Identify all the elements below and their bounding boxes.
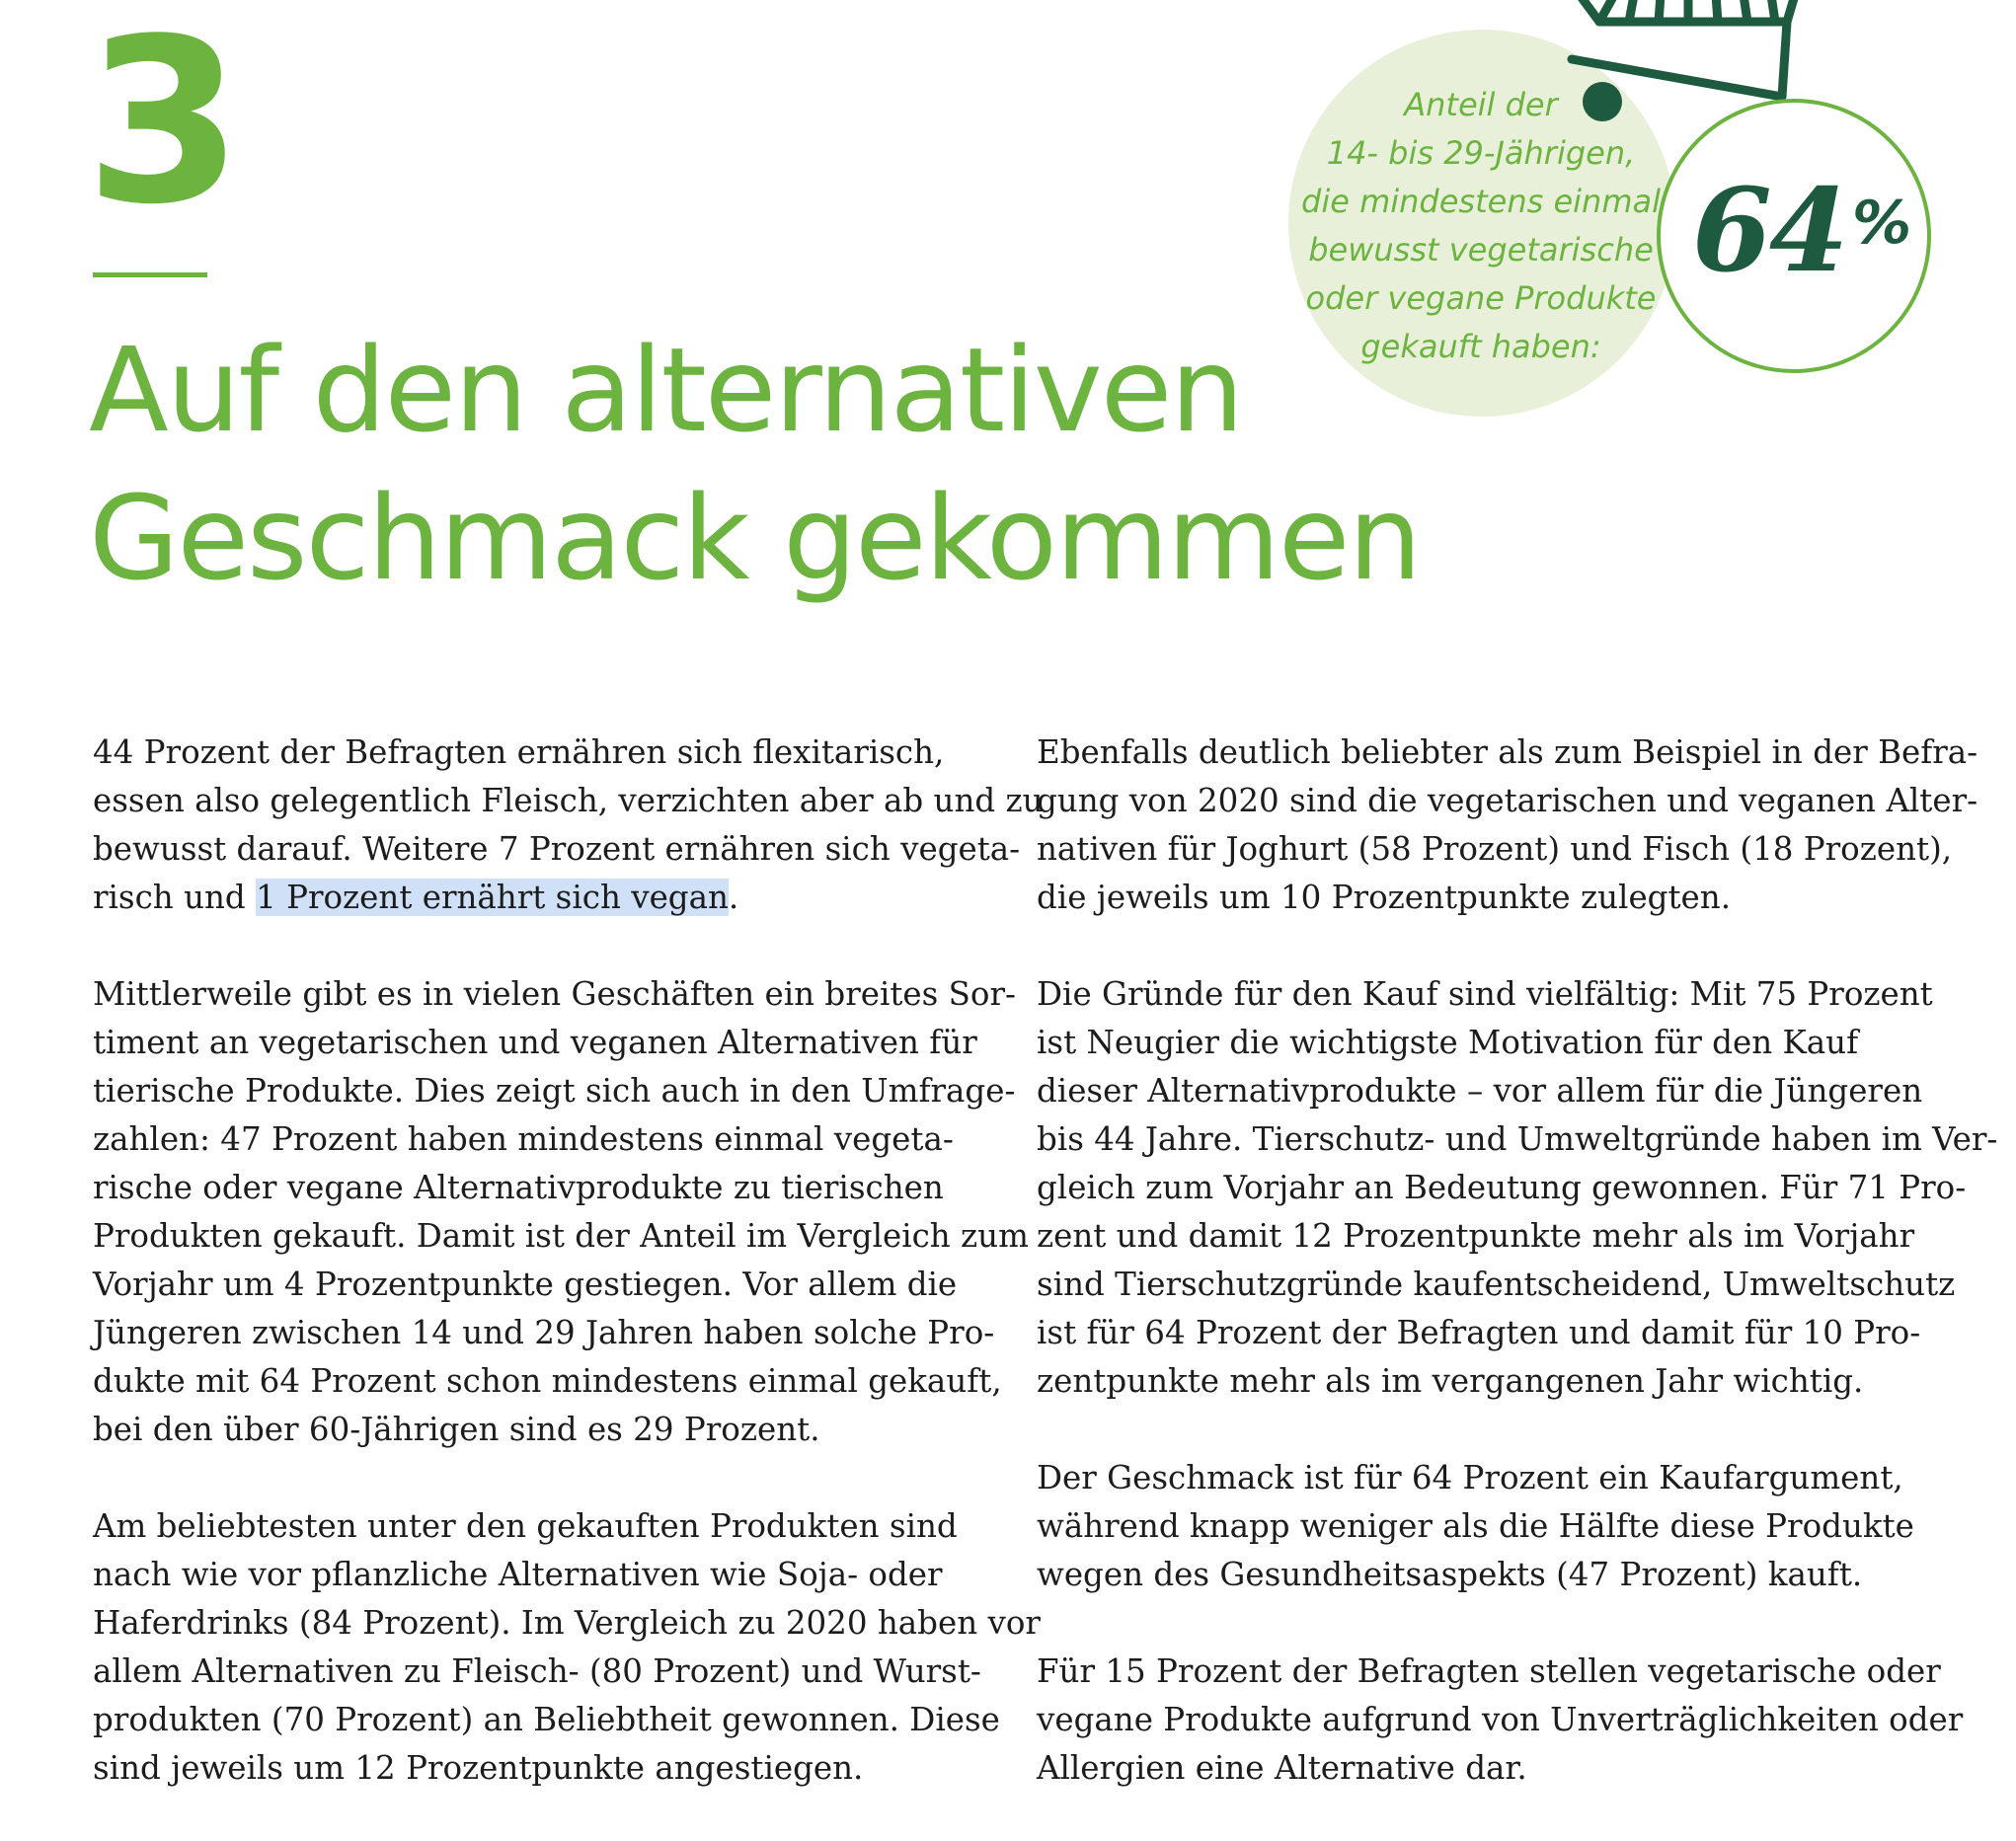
chapter-number: 3 bbox=[85, 0, 238, 255]
percent-value: 64 bbox=[1692, 164, 1846, 298]
text-line[interactable]: tierische Produkte. Dies zeigt sich auch in den Umfrage- bbox=[93, 1072, 1016, 1110]
text-line[interactable]: ist Neugier die wichtigste Motivation für den Kauf bbox=[1037, 1024, 1859, 1061]
text-line[interactable]: ist für 64 Prozent der Befragten und damit für 10 Pro- bbox=[1037, 1314, 1921, 1351]
paragraph bbox=[1037, 729, 1978, 922]
paragraph bbox=[1037, 970, 1998, 1406]
text-line[interactable]: Haferdrinks (84 Prozent). Im Vergleich zu 2020 haben vor bbox=[93, 1604, 1041, 1642]
text-line[interactable]: zent und damit 12 Prozentpunkte mehr als im Vorjahr bbox=[1037, 1217, 1915, 1255]
text-line[interactable]: allem Alternativen zu Fleisch- (80 Prozent) und Wurst- bbox=[93, 1652, 981, 1690]
text-line[interactable]: bis 44 Jahre. Tierschutz- und Umweltgründe haben im Ver- bbox=[1037, 1120, 1998, 1158]
paragraph bbox=[93, 1502, 1041, 1793]
text-line[interactable]: gleich zum Vorjahr an Bedeutung gewonnen. Für 71 Pro- bbox=[1037, 1169, 1967, 1206]
chapter-divider bbox=[93, 272, 207, 277]
text-line[interactable]: zentpunkte mehr als im vergangenen Jahr wichtig. bbox=[1037, 1362, 1864, 1400]
text-line[interactable]: nach wie vor pflanzliche Alternativen wie Soja- oder bbox=[93, 1556, 943, 1593]
paragraph bbox=[93, 970, 1029, 1454]
text-line[interactable]: timent an vegetarischen und veganen Alternativen für bbox=[93, 1024, 977, 1061]
text-column-right bbox=[1037, 729, 1998, 1841]
title-line-2: Geschmack gekommen bbox=[89, 470, 1421, 606]
text-line[interactable]: nativen für Joghurt (58 Prozent) und Fisch (18 Prozent), bbox=[1037, 830, 1953, 868]
text-line[interactable]: gung von 2020 sind die vegetarischen und veganen Alter- bbox=[1037, 782, 1978, 819]
text-fragment[interactable]: . bbox=[728, 879, 739, 916]
text-line[interactable]: bei den über 60-Jährigen sind es 29 Prozent. bbox=[93, 1411, 820, 1448]
text-line[interactable]: während knapp weniger als die Hälfte diese Produkte bbox=[1037, 1507, 1914, 1545]
text-line[interactable]: essen also gelegentlich Fleisch, verzichten aber ab und zu bbox=[93, 782, 1044, 819]
text-line[interactable] bbox=[93, 874, 1001, 922]
text-line[interactable]: die jeweils um 10 Prozentpunkte zulegten. bbox=[1037, 879, 1732, 916]
text-line[interactable]: Mittlerweile gibt es in vielen Geschäften ein breites Sor- bbox=[93, 975, 1017, 1013]
text-line[interactable]: Die Gründe für den Kauf sind vielfältig: Mit 75 Prozent bbox=[1037, 975, 1933, 1013]
text-fragment[interactable]: risch und bbox=[93, 879, 257, 916]
text-line[interactable]: Der Geschmack ist für 64 Prozent ein Kaufargument, bbox=[1037, 1459, 1903, 1496]
text-line[interactable]: zahlen: 47 Prozent haben mindestens einmal vegeta- bbox=[93, 1120, 954, 1158]
paragraph bbox=[1037, 1648, 1964, 1793]
caption-line: gekauft haben: bbox=[1360, 328, 1601, 365]
text-line[interactable]: Am beliebtesten unter den gekauften Produkten sind bbox=[93, 1507, 958, 1545]
percent-unit: % bbox=[1852, 189, 1912, 258]
text-line[interactable]: produkten (70 Prozent) an Beliebtheit gewonnen. Diese bbox=[93, 1701, 1000, 1738]
caption-line: Anteil der bbox=[1404, 86, 1558, 123]
text-line[interactable]: sind jeweils um 12 Prozentpunkte angestiegen. bbox=[93, 1749, 864, 1787]
caption-line: die mindestens einmal bbox=[1301, 183, 1661, 220]
text-line[interactable]: Jüngeren zwischen 14 und 29 Jahren haben solche Pro- bbox=[93, 1314, 995, 1351]
text-line[interactable]: Vorjahr um 4 Prozentpunkte gestiegen. Vor allem die bbox=[93, 1266, 958, 1303]
text-line[interactable]: dieser Alternativprodukte – vor allem für die Jüngeren bbox=[1037, 1072, 1923, 1110]
caption-line: oder vegane Produkte bbox=[1305, 279, 1657, 317]
text-line[interactable]: wegen des Gesundheitsaspekts (47 Prozent) kauft. bbox=[1037, 1556, 1863, 1593]
text-line[interactable]: Allergien eine Alternative dar. bbox=[1037, 1749, 1527, 1787]
title-line-1: Auf den alternativen bbox=[89, 322, 1243, 458]
page-title bbox=[89, 316, 1420, 612]
text-line[interactable]: sind Tierschutzgründe kaufentscheidend, Umweltschutz bbox=[1037, 1266, 1956, 1303]
infographic-caption bbox=[1298, 81, 1664, 371]
paragraph bbox=[93, 729, 1044, 922]
text-line[interactable]: Ebenfalls deutlich beliebter als zum Beispiel in der Befra- bbox=[1037, 733, 1978, 771]
selected-text-highlight[interactable]: 1 Prozent ernährt sich vegan bbox=[256, 879, 729, 916]
text-column-left bbox=[93, 729, 1044, 1841]
text-line[interactable]: Für 15 Prozent der Befragten stellen vegetarische oder bbox=[1037, 1652, 1941, 1690]
text-line[interactable]: vegane Produkte aufgrund von Unverträglichkeiten oder bbox=[1037, 1701, 1964, 1738]
text-line[interactable]: 44 Prozent der Befragten ernähren sich flexitarisch, bbox=[93, 733, 945, 771]
paragraph bbox=[1037, 1454, 1945, 1599]
text-line[interactable]: dukte mit 64 Prozent schon mindestens einmal gekauft, bbox=[93, 1362, 1002, 1400]
caption-line: 14- bis 29-Jährigen, bbox=[1326, 134, 1636, 172]
text-line[interactable]: Produkten gekauft. Damit ist der Anteil im Vergleich zum bbox=[93, 1217, 1029, 1255]
text-line[interactable]: rische oder vegane Alternativprodukte zu tierischen bbox=[93, 1169, 944, 1206]
text-line[interactable]: bewusst darauf. Weitere 7 Prozent ernähren sich vegeta- bbox=[93, 830, 1021, 868]
caption-line: bewusst vegetarische bbox=[1308, 231, 1654, 268]
